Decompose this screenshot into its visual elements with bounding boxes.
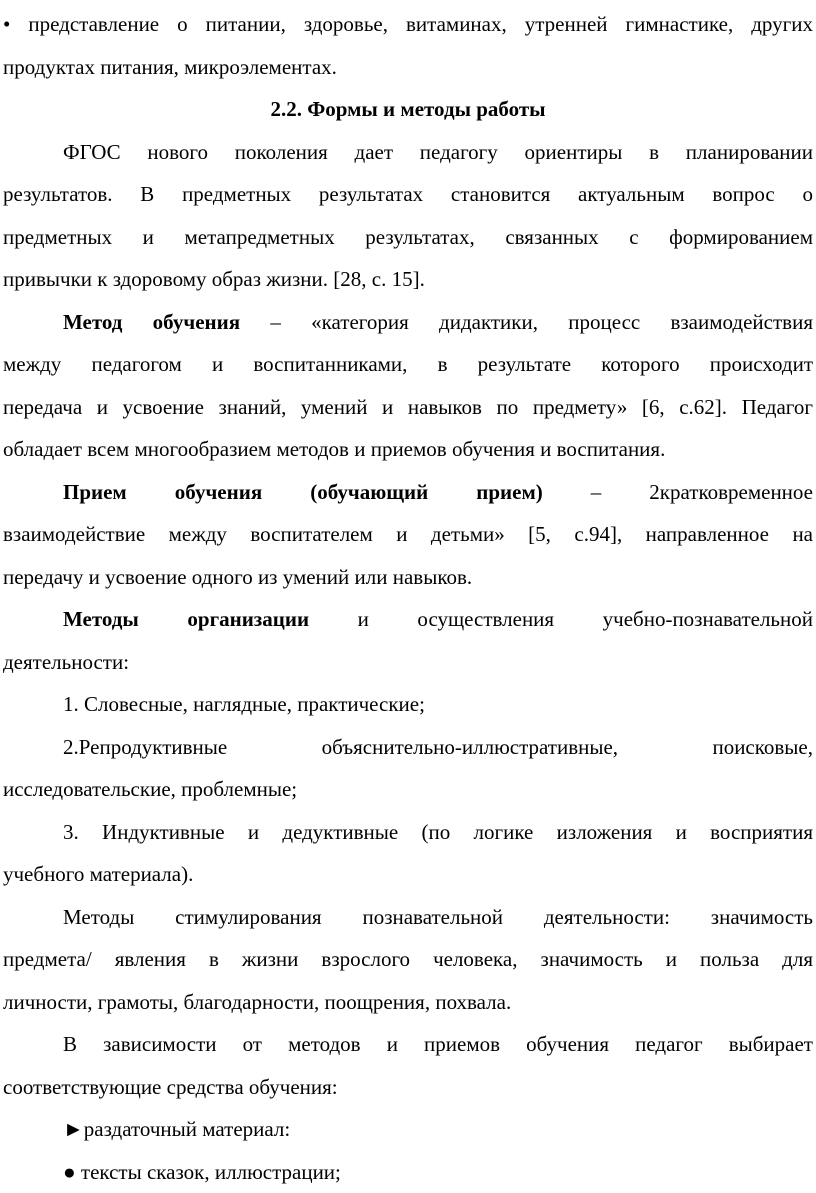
fgos-paragraph-line-1: ФГОС нового поколения дает педагогу ориентиры в планировании xyxy=(3,131,813,174)
list-item-3-line-2: учебного материала). xyxy=(3,853,813,896)
technique-definition-line-1 xyxy=(3,471,813,514)
method-definition-line-4: обладает всем многообразием методов и приемов обучения и воспитания. xyxy=(3,428,813,471)
method-definition-line-1 xyxy=(3,301,813,344)
list-item-2-line-2: исследовательские, проблемные; xyxy=(3,768,813,811)
organization-methods-line-1 xyxy=(3,598,813,641)
bullet-intro-line-1: • представление о питании, здоровье, витаминах, утренней гимнастике, других xyxy=(3,3,813,46)
bullet-intro-line-2: продуктах питания, микроэлементах. xyxy=(3,46,813,89)
technique-definition-line-3: передачу и усвоение одного из умений или навыков. xyxy=(3,556,813,599)
method-term: Метод обучения xyxy=(63,310,240,334)
technique-definition-text: – 2кратковременное xyxy=(543,480,813,504)
means-item-fairy-tales: ● тексты сказок, иллюстрации; xyxy=(3,1151,813,1193)
means-line-2: соответствующие средства обучения: xyxy=(3,1066,813,1109)
method-definition-text: – «категория дидактики, процесс взаимодействия xyxy=(240,310,813,334)
technique-definition-line-2: взаимодействие между воспитателем и детьми» [5, с.94], направленное на xyxy=(3,513,813,556)
organization-term: Методы организации xyxy=(63,607,309,631)
method-definition-line-2: между педагогом и воспитанниками, в результате которого происходит xyxy=(3,343,813,386)
stimulation-line-2: предмета/ явления в жизни взрослого человека, значимость и польза для xyxy=(3,938,813,981)
list-item-2-line-1: 2.Репродуктивные объяснительно-иллюстративные, поисковые, xyxy=(3,726,813,769)
stimulation-line-1: Методы стимулирования познавательной деятельности: значимость xyxy=(3,896,813,939)
technique-term: Прием обучения (обучающий прием) xyxy=(63,480,543,504)
organization-text: и осуществления учебно-познавательной xyxy=(309,607,813,631)
list-item-3-line-1: 3. Индуктивные и дедуктивные (по логике изложения и восприятия xyxy=(3,811,813,854)
method-definition-line-3: передача и усвоение знаний, умений и навыков по предмету» [6, с.62]. Педагог xyxy=(3,386,813,429)
stimulation-line-3: личности, грамоты, благодарности, поощрения, похвала. xyxy=(3,981,813,1024)
list-item-1: 1. Словесные, наглядные, практические; xyxy=(3,683,813,726)
fgos-paragraph-line-3: предметных и метапредметных результатах, связанных с формированием xyxy=(3,216,813,259)
means-line-1: В зависимости от методов и приемов обучения педагог выбирает xyxy=(3,1023,813,1066)
fgos-paragraph-line-2: результатов. В предметных результатах становится актуальным вопрос о xyxy=(3,173,813,216)
means-item-handouts: ►раздаточный материал: xyxy=(3,1108,813,1151)
fgos-paragraph-line-4: привычки к здоровому образ жизни. [28, с. 15]. xyxy=(3,258,813,301)
organization-methods-line-2: деятельности: xyxy=(3,641,813,684)
section-heading: 2.2. Формы и методы работы xyxy=(3,88,813,131)
